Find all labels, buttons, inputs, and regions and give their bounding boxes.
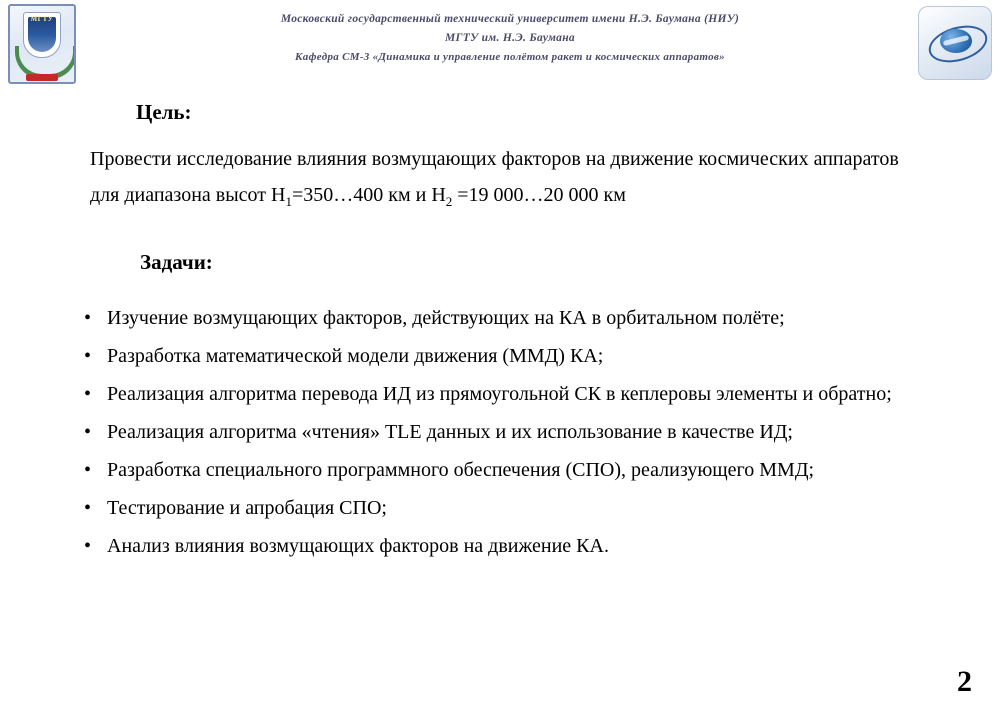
list-item-text: Тестирование и апробация СПО; (107, 497, 387, 519)
bullet-icon: • (84, 345, 92, 367)
bullet-icon: • (84, 421, 92, 443)
header-line-1: Московский государственный технический университет имени Н.Э. Баумана (НИУ) (280, 13, 740, 25)
list-item-text: Реализация алгоритма «чтения» TLE данных и их использование в качестве ИД; (107, 421, 793, 443)
header-institution-text (210, 10, 810, 67)
slide-header (0, 0, 1000, 88)
list-item-text: Изучение возмущающих факторов, действующих на КА в орбитальном полёте; (107, 307, 785, 329)
list-item-text: Разработка математической модели движения (ММД) КА; (107, 345, 604, 367)
bullet-icon: • (84, 497, 92, 519)
list-item (0, 527, 1000, 565)
bullet-icon: • (84, 383, 92, 405)
goal-subscript-1: 1 (285, 194, 292, 209)
header-line-3: Кафедра СМ-3 «Динамика и управление полётом ракет и космических аппаратов» (295, 51, 725, 63)
list-item (0, 451, 1000, 489)
list-item (0, 489, 1000, 527)
satellite-orbit-logo-icon (918, 6, 992, 80)
bullet-icon: • (84, 307, 92, 329)
shield-letters: МГТУ (30, 15, 54, 23)
bmstu-coat-of-arms-icon (8, 4, 76, 84)
slide-body (0, 92, 1000, 565)
list-item (0, 337, 1000, 375)
page-number: 2 (957, 665, 972, 698)
list-item-text: Разработка специального программного обеспечения (СПО), реализующего ММД; (107, 459, 815, 481)
goal-text-part1: Провести исследование влияния возмущающих факторов на движение космических аппаратов для диапазона высот H (90, 148, 899, 206)
goal-text-part3: =19 000…20 000 км (452, 184, 626, 206)
list-item (0, 375, 1000, 413)
goal-heading: Цель: (136, 100, 192, 124)
header-line-2: МГТУ им. Н.Э. Баумана (445, 32, 575, 44)
goal-paragraph (0, 141, 1000, 220)
tasks-list (0, 299, 1000, 565)
list-item (0, 299, 1000, 337)
list-item-text: Анализ влияния возмущающих факторов на движение КА. (107, 535, 609, 557)
goal-text-part2: =350…400 км и H (291, 184, 446, 206)
list-item (0, 413, 1000, 451)
list-item-text: Реализация алгоритма перевода ИД из прямоугольной СК в кеплеровы элементы и обратно; (107, 383, 892, 405)
bullet-icon: • (84, 535, 92, 557)
tasks-heading: Задачи: (140, 250, 213, 274)
goal-subscript-2: 2 (445, 194, 453, 209)
bullet-icon: • (84, 459, 92, 481)
ribbon-shape (26, 74, 58, 81)
